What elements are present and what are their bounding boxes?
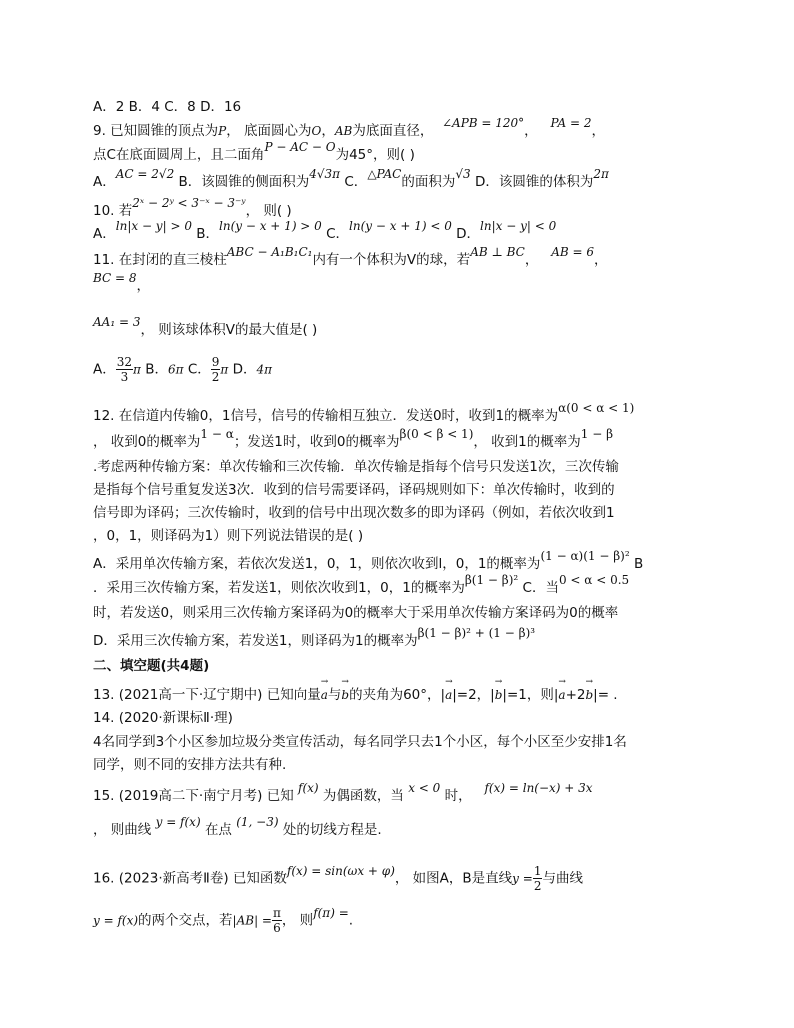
fraction: [211, 355, 221, 384]
text: ；发送1时，收到0的概率为: [233, 434, 400, 450]
q12-option-b: [93, 573, 630, 596]
math: β(1 − β)² + (1 − β)³: [417, 626, 536, 640]
fraction: [116, 355, 133, 384]
text: D．该圆锥的体积为: [474, 174, 594, 190]
q12-option-a: [93, 549, 644, 572]
math: y =: [512, 871, 533, 886]
math: 4π: [256, 362, 273, 377]
math: √3: [455, 167, 471, 181]
text: 的夹角为60°，|: [349, 687, 446, 703]
math: ∠APB = 120°: [441, 116, 525, 130]
text: D．采用三次传输方案，若发送1，则译码为1的概率为: [93, 633, 418, 649]
text: 处的切线方程是.: [282, 822, 382, 838]
text: 的面积为: [401, 174, 456, 190]
math: ln|x − y| < 0: [480, 219, 557, 233]
text: ，: [524, 252, 539, 268]
text: ， 则: [281, 912, 314, 929]
text: 10. 若: [93, 203, 133, 219]
text: D．: [456, 226, 481, 242]
text: |=1，则|: [502, 687, 559, 703]
text: C．当: [522, 580, 559, 596]
text: ，: [524, 123, 538, 139]
q10-options: [93, 219, 557, 242]
q9-stem-2: [93, 140, 415, 163]
text: 时，: [444, 788, 472, 804]
text: ， 如图A，B是直线: [394, 870, 513, 887]
math: 4√3π: [309, 167, 341, 181]
text: D．: [232, 361, 257, 378]
text: 与: [327, 687, 342, 703]
text: +2: [565, 687, 586, 703]
text: 16. (2023·新高考Ⅱ卷) 已知函数: [93, 870, 287, 887]
q8-options: A．2 B．4 C．8 D．16: [93, 99, 242, 115]
numerator: π: [273, 906, 281, 920]
math: β(0 < β < 1): [399, 427, 474, 441]
math: ln|x − y| > 0: [115, 219, 192, 233]
text: ，: [136, 278, 151, 294]
text: B: [633, 556, 644, 572]
text: 13. (2021高一下·辽宁期中) 已知向量: [93, 687, 321, 703]
math: f(x) = ln(−x) + 3x: [484, 781, 593, 795]
text: B．: [196, 226, 220, 242]
math: P − AC − O: [264, 140, 336, 154]
text: A．: [93, 174, 116, 190]
math: ln(y − x + 1) < 0: [349, 219, 452, 233]
text: 的两个交点，若: [138, 912, 233, 929]
math: y = f(x): [93, 913, 139, 928]
math: 2ˣ − 2ʸ < 3⁻ˣ − 3⁻ʸ: [132, 196, 246, 210]
math: π: [133, 362, 141, 377]
text: C．: [344, 174, 368, 190]
math: f(x) = sin(ωx + φ): [286, 863, 395, 878]
q14-line-1: 4名同学到3个小区参加垃圾分类宣传活动，每名同学只去1个小区，每个小区至少安排1名: [93, 734, 627, 750]
math: f(x): [298, 781, 319, 795]
q12-line-3: .考虑两种传输方案：单次传输和三次传输．单次传输是指每个信号只发送1次，三次传输: [93, 459, 619, 475]
math: (1, −3): [236, 815, 279, 829]
section-heading: 二、填空题(共4题): [93, 658, 210, 674]
q11-stem: [93, 245, 608, 268]
q12-line-5: 信号即为译码；三次传输时，收到的信号中出现次数多的即为译码（例如，若依次收到1: [93, 505, 615, 521]
numerator: 9: [211, 355, 220, 369]
q14-title: 14. (2020·新课标Ⅱ·理): [93, 710, 233, 726]
text: 为底面直径，: [352, 123, 434, 139]
text: 15. (2019高二下·南宁月考) 已知: [93, 788, 294, 804]
math: 1 − β: [580, 427, 614, 441]
text: ， 收到1的概率为: [473, 434, 581, 450]
text: C．: [326, 226, 350, 242]
q9-stem: [93, 116, 606, 139]
numerator: 1: [533, 864, 542, 878]
text: 12. 在信道内传输0，1信号，信号的传输相互独立．发送0时，收到1的概率为: [93, 408, 559, 424]
q12-option-d: [93, 626, 536, 649]
q12-line-1: [93, 401, 635, 424]
math: α(0 < α < 1): [558, 401, 635, 415]
q11-stem-2: [93, 271, 151, 294]
vector-a: → a: [558, 688, 565, 702]
math: AC = 2√2: [115, 167, 175, 181]
text: ，: [594, 252, 608, 268]
q13-stem: [93, 683, 618, 703]
text: ，: [591, 123, 606, 139]
text: 为45°，则( ): [335, 147, 415, 163]
text: .: [348, 912, 354, 929]
text: B．: [145, 361, 168, 378]
q11-stem-3: [93, 315, 318, 338]
math: π: [220, 362, 229, 377]
q16-stem: [93, 864, 583, 893]
math: P: [218, 124, 227, 138]
fraction: [272, 906, 282, 935]
denominator: 2: [533, 879, 542, 893]
q12-line-6: ，0，1，则译码为1）则下列说法错误的是( ): [93, 528, 364, 544]
math: (1 − α)(1 − β)²: [540, 549, 630, 563]
denominator: 3: [120, 370, 129, 384]
math: AB ⊥ BC: [470, 245, 525, 259]
vector-b: → b: [341, 688, 349, 702]
math: f(π) =: [313, 905, 349, 920]
text: ， 则( ): [245, 203, 292, 219]
text: ， 收到0的概率为: [93, 434, 201, 450]
q15-stem: [93, 781, 593, 804]
math: 0 < α < 0.5: [558, 573, 630, 587]
denominator: 6: [273, 921, 281, 935]
vector-a: → a: [321, 688, 328, 702]
math: ABC − A₁B₁C₁: [226, 245, 313, 259]
text: ， 底面圆心为: [226, 123, 312, 139]
math: PA = 2: [550, 116, 592, 130]
q11-options: [93, 355, 272, 384]
math: β(1 − β)²: [464, 573, 519, 587]
numerator: 32: [116, 355, 133, 369]
text: 点C在底面圆周上，且二面角: [93, 147, 265, 163]
text: ，: [321, 123, 335, 139]
text: 11. 在封闭的直三棱柱: [93, 252, 227, 268]
vector-a: → a: [445, 688, 452, 702]
q12-line-4: 是指每个信号重复发送3次．收到的信号需要译码，译码规则如下：单次传输时，收到的: [93, 482, 615, 498]
text: 为偶函数，当: [322, 788, 404, 804]
q15-stem-2: [93, 815, 382, 838]
text: A．采用单次传输方案，若依次发送1，0，1，则依次收到l，0，1的概率为: [93, 556, 541, 572]
math: |AB| =: [232, 913, 272, 928]
q12-line-2: [93, 427, 614, 450]
math: 2π: [593, 167, 609, 181]
text: 在点: [204, 822, 232, 838]
text: 与曲线: [542, 870, 583, 887]
text: |= .: [593, 687, 618, 703]
text: ， 则该球体积V的最大值是( ): [140, 322, 318, 338]
q9-options: [93, 167, 609, 190]
math: y = f(x): [155, 815, 201, 829]
text: 内有一个体积为V的球，若: [312, 252, 471, 268]
text: A．: [93, 226, 116, 242]
text: A．: [93, 361, 116, 378]
text: ．采用三次传输方案，若发送1，则依次收到1，0，1的概率为: [93, 580, 465, 596]
math: AA₁ = 3: [93, 315, 141, 329]
vector-b: → b: [495, 688, 503, 702]
math: AB: [334, 124, 353, 138]
math: BC = 8: [93, 271, 137, 285]
text: ， 则曲线: [93, 822, 152, 838]
math: AB = 6: [551, 245, 594, 259]
q14-line-2: 同学，则不同的安排方法共有种.: [93, 757, 287, 773]
text: |=2，|: [452, 687, 495, 703]
text: 9. 已知圆锥的顶点为: [93, 123, 219, 139]
math: 1 − α: [200, 427, 234, 441]
math: O: [311, 124, 322, 138]
math: x < 0: [408, 781, 441, 795]
text: C．: [187, 361, 211, 378]
q12-option-c: 时，若发送0，则采用三次传输方案译码为0的概率大于采用单次传输方案译码为0的概率: [93, 605, 619, 621]
vector-b: → b: [585, 688, 593, 702]
text: B．该圆锥的侧面积为: [178, 174, 310, 190]
denominator: 2: [211, 370, 220, 384]
math: ln(y − x + 1) > 0: [219, 219, 322, 233]
q10-stem: [93, 196, 292, 219]
math: △PAC: [367, 167, 402, 181]
math: 6π: [167, 362, 184, 377]
q16-stem-2: [93, 906, 353, 935]
